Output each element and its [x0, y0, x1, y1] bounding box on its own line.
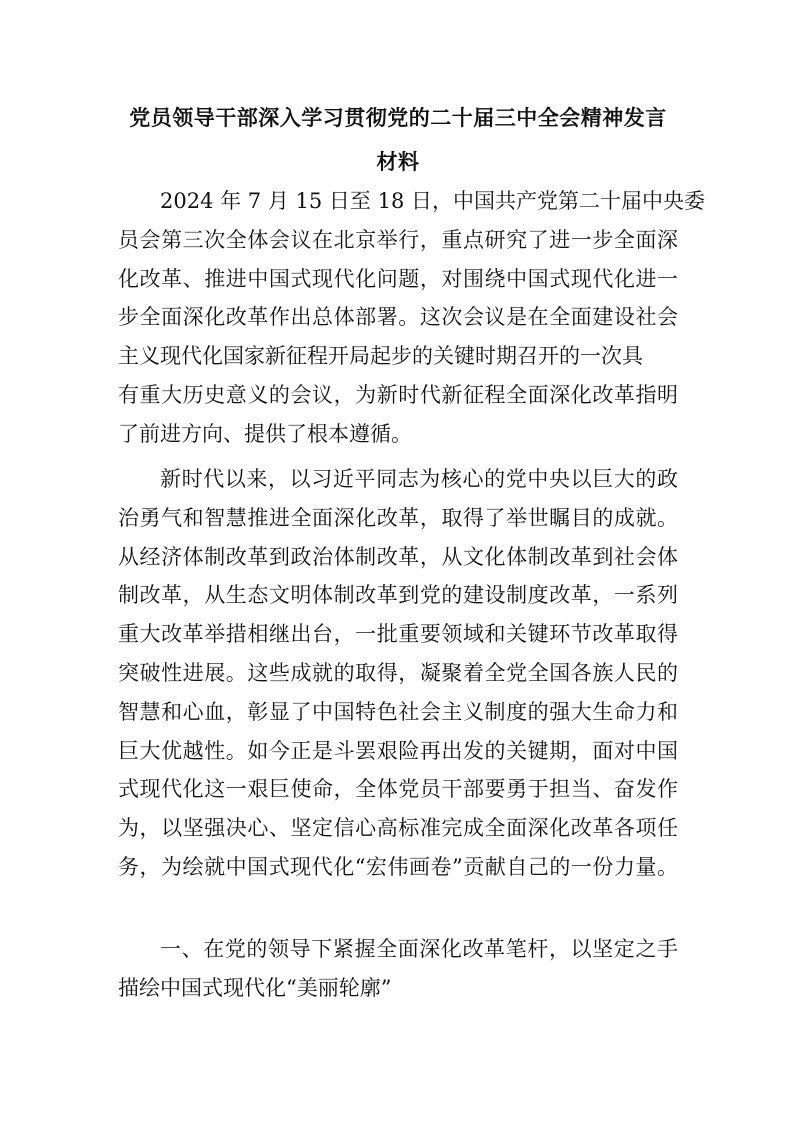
paragraph-line: 有重大历史意义的会议，为新时代新征程全面深化改革指明 — [118, 382, 678, 407]
paragraph-line: 2024 年 7 月 15 日至 18 日，中国共产党第二十届中央委 — [160, 189, 705, 213]
paragraph-line: 智慧和心血，彰显了中国特色社会主义制度的强大生命力和 — [118, 699, 678, 724]
paragraph-line: 新时代以来，以习近平同志为核心的党中央以巨大的政 — [160, 467, 678, 491]
paragraph-line: 制改革，从生态文明体制改革到党的建设制度改革，一系列 — [118, 583, 678, 608]
paragraph-line: 了前进方向、提供了根本遵循。 — [118, 421, 412, 446]
paragraph-achievements — [118, 460, 678, 887]
paragraph-line: 步全面深化改革作出总体部署。这次会议是在全面建设社会 — [118, 305, 678, 330]
paragraph-line: 为，以坚强决心、坚定信心高标准完成全面深化改革各项任 — [118, 816, 678, 841]
paragraph-line: 式现代化这一艰巨使命，全体党员干部要勇于担当、奋发作 — [118, 777, 678, 802]
heading-line: 一、在党的领导下紧握全面深化改革笔杆，以坚定之手 — [160, 937, 678, 961]
paragraph-line: 突破性进展。这些成就的取得，凝聚着全党全国各族人民的 — [118, 660, 678, 685]
heading-line: 描绘中国式现代化“美丽轮廓” — [118, 975, 392, 1000]
paragraph-intro — [118, 182, 705, 454]
paragraph-line: 员会第三次全体会议在北京举行，重点研究了进一步全面深 — [118, 227, 678, 252]
title-line-2: 材料 — [376, 149, 420, 174]
paragraph-line: 化改革、推进中国式现代化问题，对围绕中国式现代化进一 — [118, 266, 678, 291]
paragraph-line: 治勇气和智慧推进全面深化改革，取得了举世瞩目的成就。 — [118, 505, 678, 530]
paragraph-line: 务，为绘就中国式现代化“宏伟画卷”贡献自己的一份力量。 — [118, 854, 678, 879]
paragraph-line: 从经济体制改革到政治体制改革，从文化体制改革到社会体 — [118, 544, 678, 569]
paragraph-line: 主义现代化国家新征程开局起步的关键时期召开的一次具 — [118, 344, 643, 369]
paragraph-line: 巨大优越性。如今正是斗罢艰险再出发的关键期，面对中国 — [118, 738, 678, 763]
section-heading-1 — [118, 930, 678, 1008]
document-title — [118, 96, 678, 184]
paragraph-line: 重大改革举措相继出台，一批重要领域和关键环节改革取得 — [118, 622, 678, 647]
title-line-1: 党员领导干部深入学习贯彻党的二十届三中全会精神发言 — [129, 105, 667, 130]
